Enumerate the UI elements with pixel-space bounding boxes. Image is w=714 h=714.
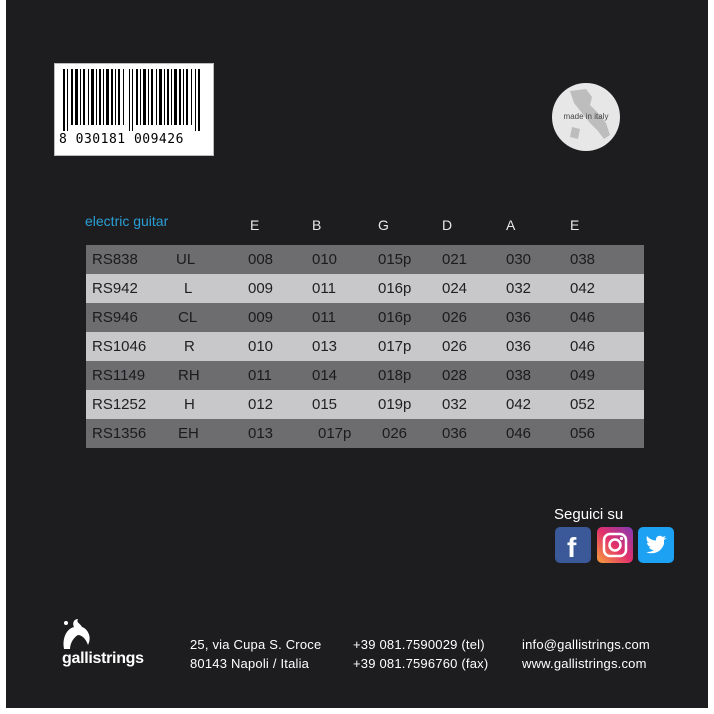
packaging-back-panel: [6, 0, 708, 708]
string-gauge: 015: [312, 396, 338, 413]
email-link[interactable]: info@gallistrings.com: [522, 637, 650, 652]
twitter-icon[interactable]: [638, 527, 674, 563]
facebook-icon[interactable]: [555, 527, 591, 563]
string-gauge: 016p: [378, 280, 412, 297]
string-gauge: 030: [506, 251, 532, 268]
gauge-type: H: [184, 396, 195, 413]
table-row: [86, 390, 644, 419]
set-code: RS1252: [92, 396, 147, 413]
string-gauge: 016p: [378, 309, 412, 326]
barcode-number: 8 030181 009426: [59, 132, 184, 147]
string-gauge: 008: [248, 251, 274, 268]
brand-logo-text: gallistrings: [62, 650, 144, 667]
string-gauge: 052: [570, 396, 596, 413]
string-gauge: 042: [506, 396, 532, 413]
website-link[interactable]: www.gallistrings.com: [522, 656, 647, 671]
string-gauge: 024: [442, 280, 468, 297]
gauge-type: EH: [178, 425, 199, 442]
column-header: B: [312, 217, 322, 233]
set-code: RS946: [92, 309, 138, 326]
set-code: RS1356: [92, 425, 147, 442]
rooster-logo-icon: [58, 615, 94, 651]
made-in-italy-text: made in italy: [563, 112, 609, 121]
string-gauge: 036: [442, 425, 468, 442]
column-header: E: [250, 217, 260, 233]
table-row: [86, 361, 644, 390]
string-gauge: 049: [570, 367, 596, 384]
string-gauge: 010: [248, 338, 274, 355]
social-label: Seguici su: [554, 506, 624, 523]
string-gauge: 011: [312, 309, 336, 326]
string-gauge: 012: [248, 396, 274, 413]
string-gauge: 046: [570, 309, 596, 326]
string-gauge: 036: [506, 338, 532, 355]
table-title: electric guitar: [85, 213, 169, 229]
string-gauge: 017p: [378, 338, 412, 355]
phone-number: +39 081.7590029 (tel): [353, 637, 485, 652]
svg-text:f: f: [567, 532, 577, 563]
string-gauge: 032: [506, 280, 532, 297]
string-gauge: 017p: [318, 425, 352, 442]
made-in-italy-badge: [552, 83, 620, 151]
barcode: [54, 63, 214, 156]
string-gauge: 026: [442, 338, 468, 355]
string-gauge: 014: [312, 367, 338, 384]
string-gauge: 011: [248, 367, 272, 384]
set-code: RS1046: [92, 338, 147, 355]
string-gauge: 046: [570, 338, 596, 355]
string-gauge: 026: [382, 425, 408, 442]
string-gauge: 046: [506, 425, 532, 442]
string-gauge: 010: [312, 251, 338, 268]
string-gauge: 019p: [378, 396, 412, 413]
string-gauge: 013: [312, 338, 338, 355]
string-gauge: 011: [312, 280, 336, 297]
table-row: [86, 303, 644, 332]
string-gauge: 038: [570, 251, 596, 268]
fax-number: +39 081.7596760 (fax): [353, 656, 489, 671]
table-row: [86, 274, 644, 303]
column-header: E: [570, 217, 580, 233]
string-gauge: 056: [570, 425, 596, 442]
string-gauge: 026: [442, 309, 468, 326]
gauge-type: RH: [178, 367, 200, 384]
gauge-type: CL: [178, 309, 198, 326]
column-header: D: [442, 217, 453, 233]
string-gauge: 036: [506, 309, 532, 326]
string-gauge: 018p: [378, 367, 412, 384]
instagram-icon[interactable]: [597, 527, 633, 563]
string-gauge: 009: [248, 280, 274, 297]
set-code: RS838: [92, 251, 138, 268]
string-gauge: 038: [506, 367, 532, 384]
string-gauge: 032: [442, 396, 468, 413]
address-line-1: 25, via Cupa S. Croce: [190, 637, 322, 652]
string-gauge: 021: [442, 251, 468, 268]
gauge-type: UL: [176, 251, 196, 268]
gauge-type: L: [184, 280, 193, 297]
barcode-bars: [63, 69, 203, 131]
table-row: [86, 419, 644, 448]
set-code: RS1149: [92, 367, 146, 384]
string-gauge: 042: [570, 280, 596, 297]
string-gauge: 015p: [378, 251, 412, 268]
set-code: RS942: [92, 280, 138, 297]
table-row: [86, 245, 644, 274]
column-header: G: [378, 217, 389, 233]
gauge-type: R: [184, 338, 195, 355]
address-line-2: 80143 Napoli / Italia: [190, 656, 310, 671]
table-row: [86, 332, 644, 361]
string-gauge: 028: [442, 367, 468, 384]
string-gauge: 013: [248, 425, 274, 442]
string-gauge: 009: [248, 309, 274, 326]
column-header: A: [506, 217, 516, 233]
